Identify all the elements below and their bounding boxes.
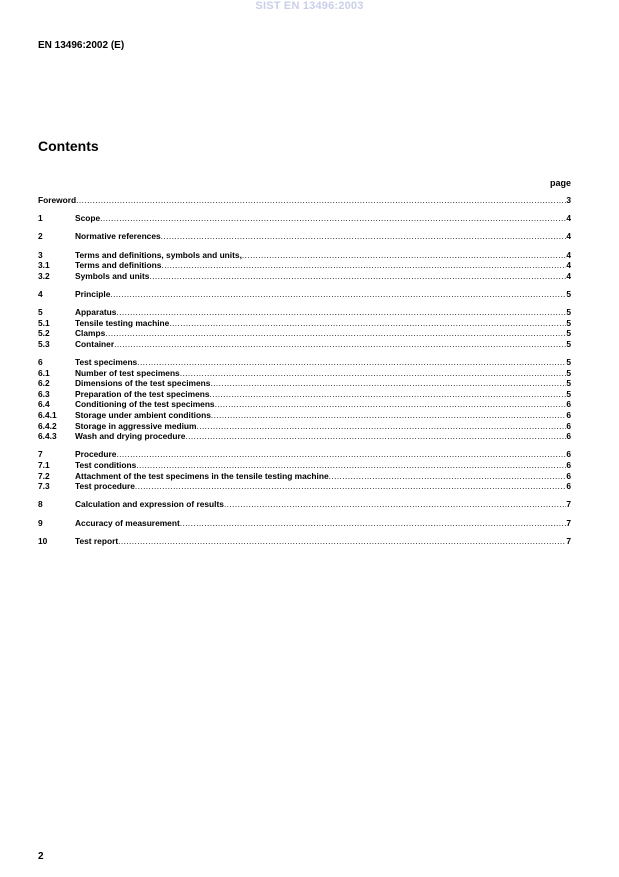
toc-entry-page: 6 (566, 481, 571, 492)
toc-entry-title: Terms and definitions, symbols and units, (75, 249, 242, 260)
toc-entry-number: 6.4.1 (38, 410, 57, 421)
toc-entry-title: Conditioning of the test specimens (75, 399, 215, 410)
toc-entry-title: Accuracy of measurement (75, 517, 180, 528)
toc-entry-number: 10 (38, 535, 48, 546)
toc-entry-title: Principle (75, 288, 111, 299)
toc-entry-number: 8 (38, 499, 43, 510)
page-number: 2 (38, 851, 44, 862)
toc-entry-number: 5.1 (38, 317, 50, 328)
toc-entry-page: 4 (566, 231, 571, 242)
toc-entry-page: 3 (566, 195, 571, 205)
toc-entry-number: 6.4.3 (38, 431, 57, 442)
toc-entry-number: 1 (38, 213, 43, 224)
toc-entry-title: Foreword (38, 195, 77, 205)
toc-entry-page: 7 (566, 535, 571, 546)
toc-entry-title: Wash and drying procedure (75, 431, 186, 442)
toc-entry-page: 6 (566, 470, 571, 481)
table-of-contents (38, 195, 571, 546)
toc-entry-page: 4 (566, 260, 571, 271)
dot-leader (105, 328, 566, 339)
dot-leader (161, 231, 567, 242)
toc-entry-title: Test report (75, 535, 119, 546)
dot-leader (196, 421, 566, 432)
toc-entry-number: 7.2 (38, 470, 50, 481)
toc-entry-normative-references[interactable] (38, 231, 571, 242)
toc-entry-tensile-testing-machine[interactable] (38, 318, 571, 329)
toc-entry-title: Symbols and units (75, 270, 150, 281)
toc-entry-principle[interactable] (38, 289, 571, 300)
toc-entry-title: Normative references (75, 231, 161, 242)
toc-entry-title: Container (75, 338, 115, 349)
toc-entry-procedure[interactable] (38, 449, 571, 460)
toc-entry-number: 5.2 (38, 328, 50, 339)
toc-entry-page: 5 (566, 378, 571, 389)
document-id: EN 13496:2002 (E) (38, 40, 125, 51)
toc-entry-page: 5 (566, 288, 571, 299)
dot-leader (180, 518, 567, 529)
dot-leader (215, 399, 567, 410)
dot-leader (116, 307, 566, 318)
toc-entry-title: Attachment of the test specimens in the tensile testing machine (75, 470, 329, 481)
toc-entry-number: 9 (38, 517, 43, 528)
toc-entry-title: Tensile testing machine (75, 317, 170, 328)
dot-leader (135, 481, 566, 492)
dot-leader (100, 213, 566, 224)
toc-entry-attachment-of-test-specimens[interactable] (38, 471, 571, 482)
dot-leader (224, 499, 566, 510)
toc-entry-title: Dimensions of the test specimens (75, 378, 211, 389)
dot-leader (211, 410, 566, 421)
dot-leader (76, 195, 566, 206)
dot-leader (118, 536, 566, 547)
dot-leader (110, 289, 566, 300)
dot-leader (242, 250, 566, 261)
toc-entry-title: Storage in aggressive medium (75, 420, 197, 431)
toc-entry-number: 4 (38, 288, 43, 299)
toc-entry-page: 6 (566, 431, 571, 442)
dot-leader (116, 449, 566, 460)
toc-entry-title: Number of test specimens (75, 367, 180, 378)
toc-entry-symbols-units[interactable] (38, 271, 571, 282)
toc-entry-number: 6.4.2 (38, 420, 57, 431)
dot-leader (161, 260, 566, 271)
toc-entry-page: 4 (566, 213, 571, 224)
toc-entry-number: 7.1 (38, 460, 50, 471)
toc-entry-page: 7 (566, 499, 571, 510)
toc-entry-page: 6 (566, 410, 571, 421)
toc-entry-page: 5 (566, 307, 571, 318)
toc-entry-number: 2 (38, 231, 43, 242)
toc-entry-preparation-of-test-specimens[interactable] (38, 389, 571, 400)
toc-entry-terms-definitions-symbols[interactable] (38, 250, 571, 261)
toc-entry-page: 6 (566, 460, 571, 471)
toc-entry-dimensions-of-test-specimens[interactable] (38, 378, 571, 389)
toc-entry-page: 5 (566, 388, 571, 399)
dot-leader (114, 339, 566, 350)
toc-entry-page: 5 (566, 338, 571, 349)
contents-title: Contents (38, 138, 99, 154)
toc-entry-page: 4 (566, 249, 571, 260)
toc-entry-number: 7.3 (38, 481, 50, 492)
toc-entry-storage-ambient-conditions[interactable] (38, 410, 571, 421)
dot-leader (137, 357, 566, 368)
toc-entry-test-specimens[interactable] (38, 357, 571, 368)
dot-leader (210, 378, 566, 389)
toc-entry-number: 6.4 (38, 399, 50, 410)
toc-entry-page: 6 (566, 420, 571, 431)
toc-entry-number: 6.2 (38, 378, 50, 389)
toc-entry-page: 5 (566, 357, 571, 368)
toc-entry-page: 6 (566, 449, 571, 460)
toc-entry-number: 7 (38, 449, 43, 460)
page-column-label: page (549, 178, 571, 188)
toc-entry-terms-definitions[interactable] (38, 260, 571, 271)
toc-entry-container[interactable] (38, 339, 571, 350)
toc-entry-test-conditions[interactable] (38, 460, 571, 471)
toc-entry-page: 7 (566, 517, 571, 528)
dot-leader (185, 431, 566, 442)
toc-entry-test-procedure[interactable] (38, 481, 571, 492)
toc-entry-test-report[interactable] (38, 536, 571, 547)
toc-entry-title: Test conditions (75, 460, 137, 471)
toc-entry-title: Clamps (75, 328, 106, 339)
toc-entry-number: 3 (38, 249, 43, 260)
toc-entry-number: 5 (38, 307, 43, 318)
watermark: SIST EN 13496:2003 (255, 0, 364, 12)
toc-entry-wash-drying-procedure[interactable] (38, 431, 571, 442)
toc-entry-accuracy-of-measurement[interactable] (38, 518, 571, 529)
toc-entry-number: 6.1 (38, 367, 50, 378)
toc-entry-title: Calculation and expression of results (75, 499, 224, 510)
toc-entry-number: 6 (38, 357, 43, 368)
toc-entry-title: Test procedure (75, 481, 135, 492)
dot-leader (136, 460, 566, 471)
toc-entry-scope[interactable] (38, 213, 571, 224)
toc-entry-title: Procedure (75, 449, 117, 460)
toc-entry-page: 4 (566, 270, 571, 281)
toc-entry-number: 6.3 (38, 388, 50, 399)
dot-leader (210, 389, 567, 400)
toc-entry-storage-aggressive-medium[interactable] (38, 421, 571, 432)
toc-entry-title: Scope (75, 213, 101, 224)
toc-entry-calculation-expression-results[interactable] (38, 499, 571, 510)
toc-entry-page: 5 (566, 328, 571, 339)
toc-entry-title: Preparation of the test specimens (75, 388, 210, 399)
toc-entry-number: 3.1 (38, 260, 50, 271)
dot-leader (169, 318, 566, 329)
toc-entry-title: Storage under ambient conditions (75, 410, 211, 421)
toc-entry-clamps[interactable] (38, 328, 571, 339)
toc-entry-number: 5.3 (38, 338, 50, 349)
toc-entry-apparatus[interactable] (38, 307, 571, 318)
toc-entry-conditioning-of-test-specimens[interactable] (38, 399, 571, 410)
dot-leader (180, 368, 567, 379)
toc-entry-page: 5 (566, 367, 571, 378)
toc-entry-title: Terms and definitions (75, 260, 162, 271)
toc-entry-page: 6 (566, 399, 571, 410)
dot-leader (329, 471, 567, 482)
dot-leader (149, 271, 566, 282)
toc-entry-title: Test specimens (75, 357, 138, 368)
toc-entry-title: Apparatus (75, 307, 117, 318)
toc-entry-page: 5 (566, 317, 571, 328)
toc-entry-foreword[interactable] (38, 195, 571, 206)
toc-entry-number: 3.2 (38, 270, 50, 281)
toc-entry-number-of-test-specimens[interactable] (38, 368, 571, 379)
